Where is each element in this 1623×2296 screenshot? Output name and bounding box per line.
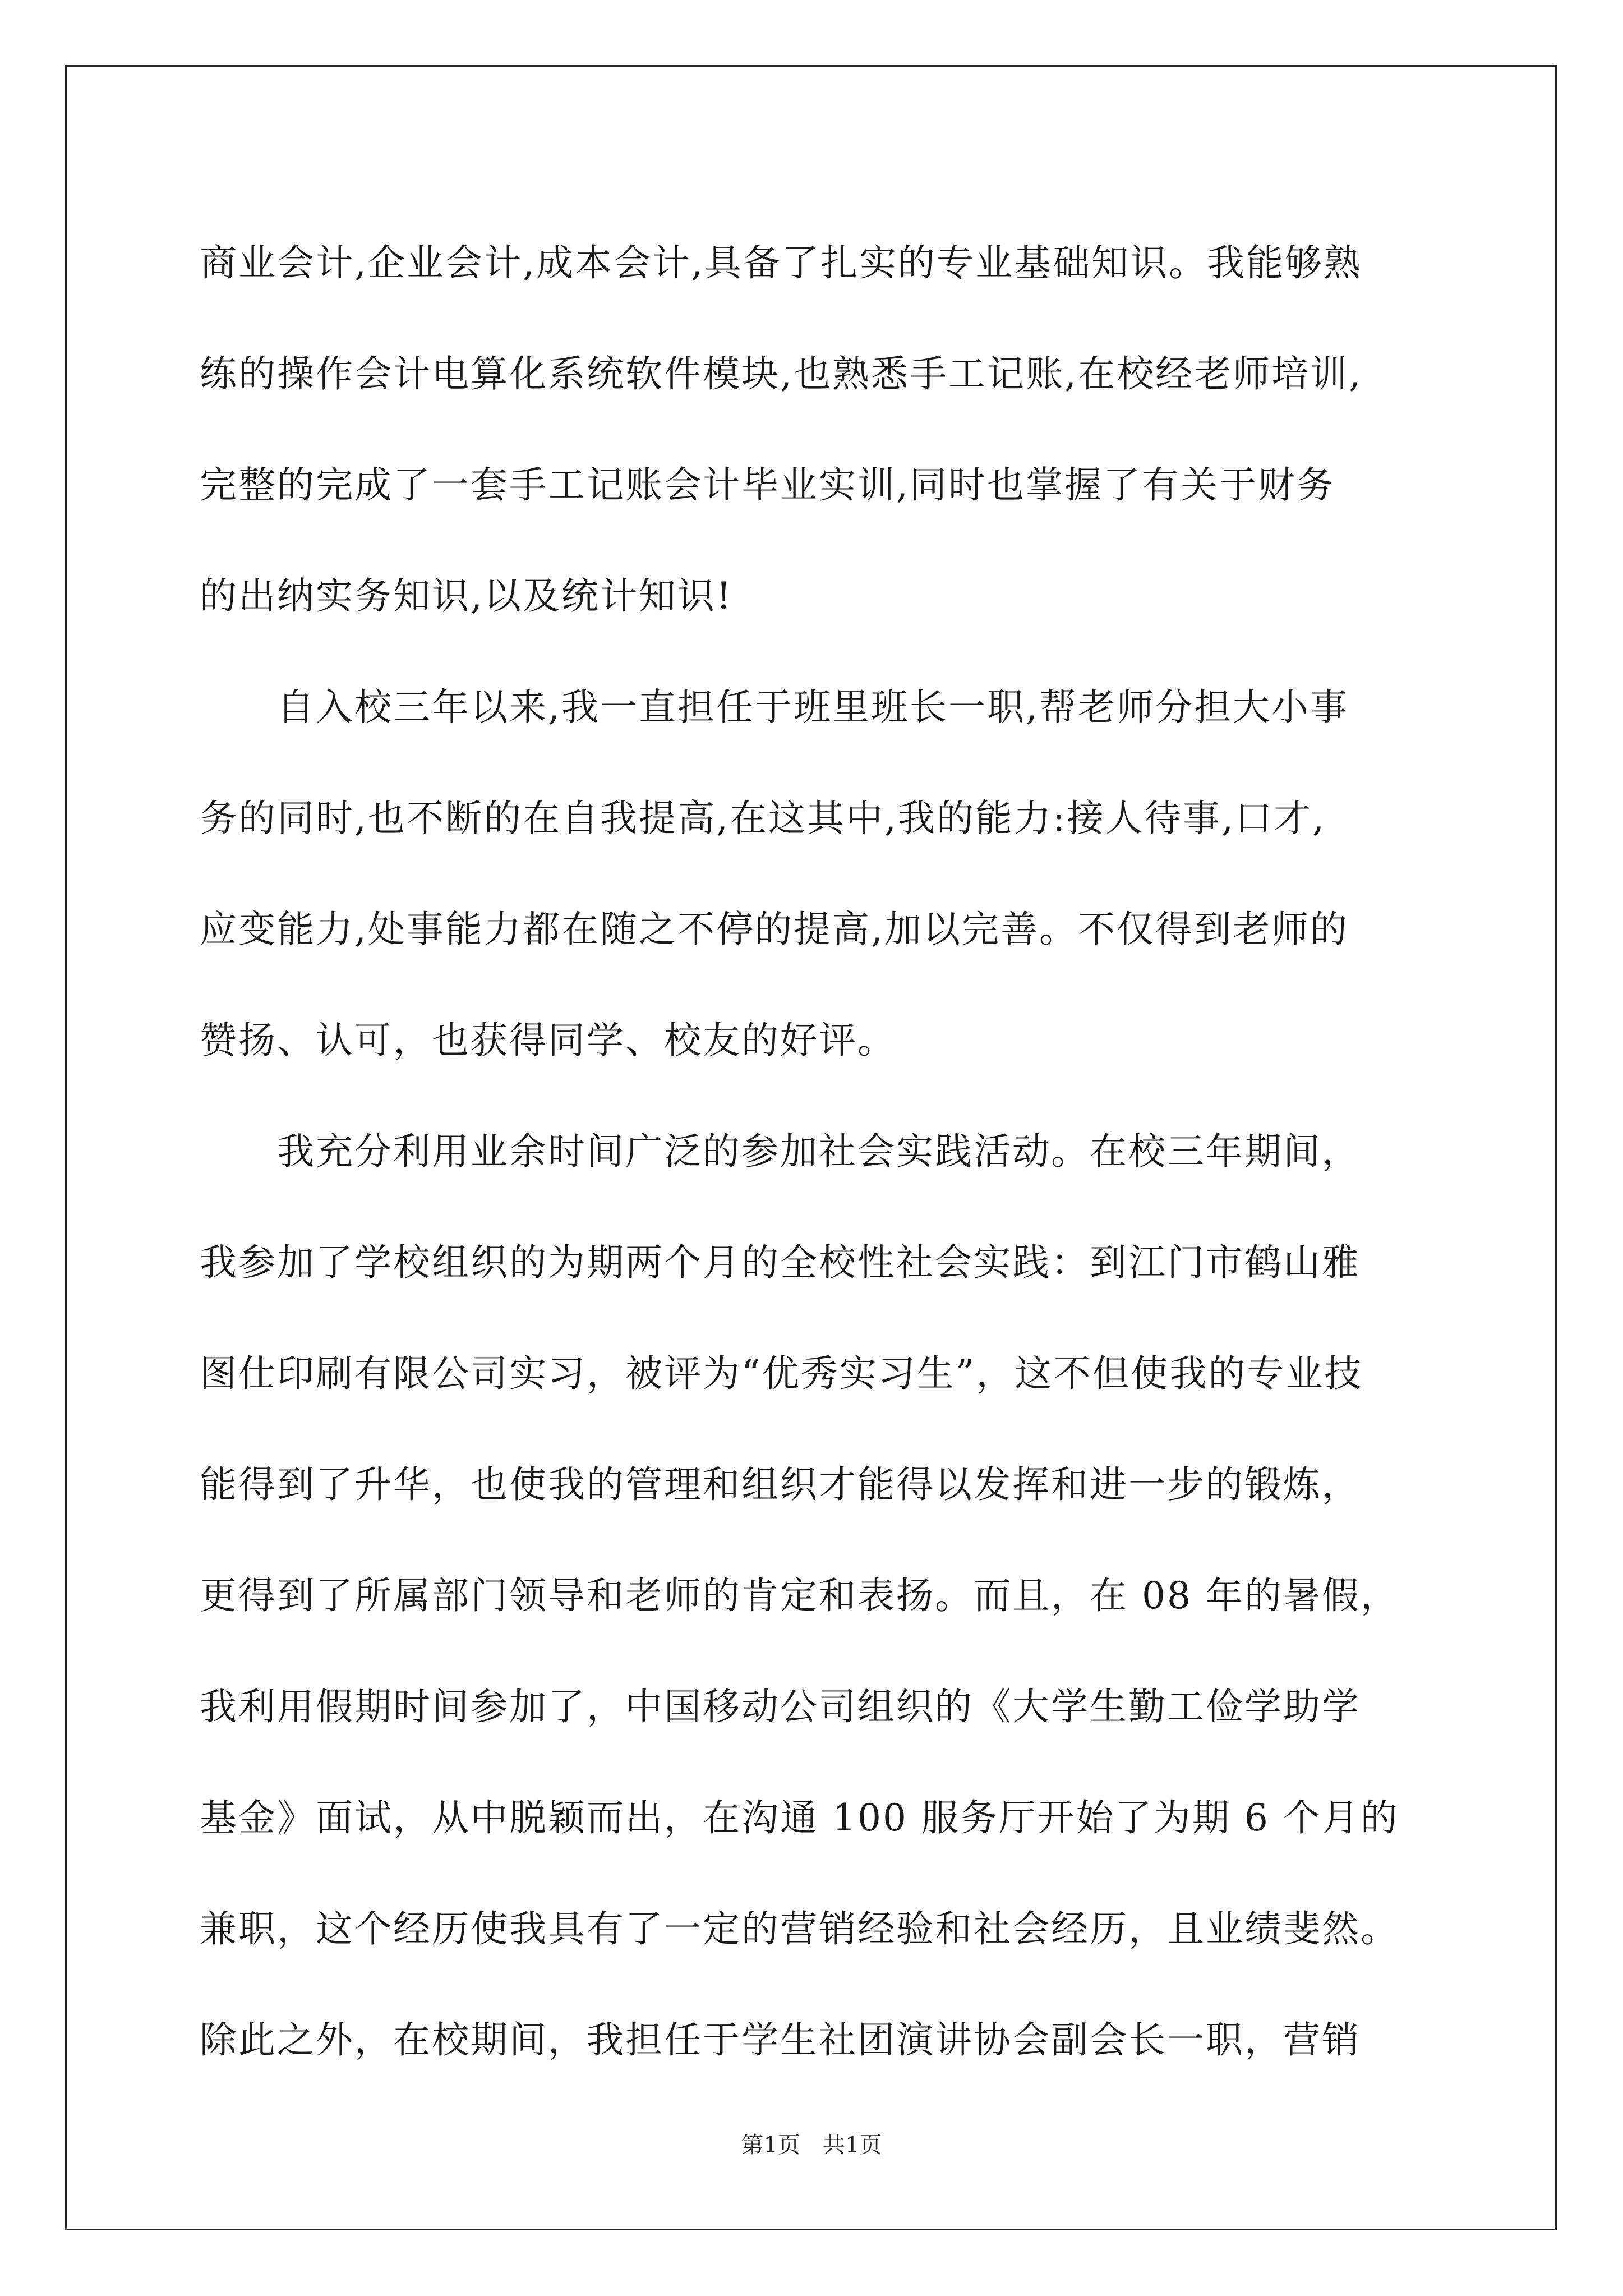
text-line: 兼职，这个经历使我具有了一定的营销经验和社会经历，且业绩斐然。	[200, 1907, 1399, 1950]
text-line: 我充分利用业余时间广泛的参加社会实践活动。在校三年期间，	[200, 1130, 1361, 1173]
text-line: 赞扬、认可，也获得同学、校友的好评。	[200, 1019, 896, 1062]
text-line: 除此之外，在校期间，我担任于学生社团演讲协会副会长一职，营销	[200, 2018, 1361, 2062]
text-line: 我利用假期时间参加了，中国移动公司组织的《大学生勤工俭学助学	[200, 1685, 1361, 1728]
text-line: 商业会计,企业会计,成本会计,具备了扎实的专业基础知识。我能够熟	[200, 241, 1362, 284]
text-line: 完整的完成了一套手工记账会计毕业实训,同时也掌握了有关于财务	[200, 463, 1335, 507]
text-line: 基金》面试，从中脱颖而出，在沟通 100 服务厅开始了为期 6 个月的	[200, 1796, 1399, 1839]
text-line: 图仕印刷有限公司实习，被评为“优秀实习生”，这不但使我的专业技	[200, 1352, 1363, 1395]
page-number: 第1页 共1页	[741, 2132, 882, 2158]
text-line: 务的同时,也不断的在自我提高,在这其中,我的能力:接人待事,口才,	[200, 797, 1326, 840]
text-line: 更得到了所属部门领导和老师的肯定和表扬。而且，在 08 年的暑假，	[200, 1574, 1399, 1617]
text-line: 能得到了升华，也使我的管理和组织才能得以发挥和进一步的锻炼，	[200, 1463, 1361, 1506]
text-line: 练的操作会计电算化系统软件模块,也熟悉手工记账,在校经老师培训,	[200, 352, 1362, 395]
text-line: 我参加了学校组织的为期两个月的全校性社会实践：到江门市鹤山雅	[200, 1241, 1361, 1284]
text-line: 应变能力,处事能力都在随之不停的提高,加以完善。不仅得到老师的	[200, 908, 1349, 951]
text-line: 自入校三年以来,我一直担任于班里班长一职,帮老师分担大小事	[200, 685, 1349, 729]
text-line: 的出纳实务知识,以及统计知识!	[200, 574, 733, 618]
document-body	[200, 208, 1428, 2096]
